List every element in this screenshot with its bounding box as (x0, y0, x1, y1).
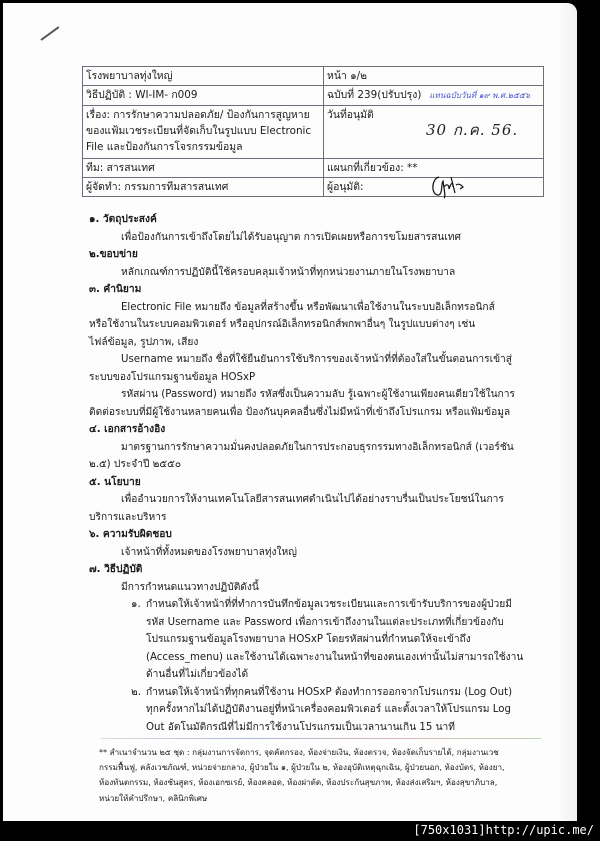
edition-number: ฉบับที่ 239(ปรับปรุง) (327, 89, 422, 101)
section-text: หลักเกณฑ์การปฏิบัตินี้ใช้ครอบคลุมเจ้าหน้าที่ทุกหน่วยงานภายในโรงพยาบาล (121, 266, 456, 278)
page-number: หน้า ๑/๒ (324, 67, 544, 86)
related-department: แผนกที่เกี่ยวข้อง: ** (324, 159, 544, 178)
item-line: (Access_menu) และใช้งานได้เฉพาะงานในหน้าที่ของตนเองเท่านั้นไม่สามารถใช้งาน (146, 651, 524, 663)
distribution-footnote (99, 745, 559, 806)
definition-text: ติดต่อระบบที่มีผู้ใช้งานหลายคนเพื่อ ป้องกันบุคคลอื่นซึ่งไม่มีหน้าที่เข้าถึงโปรแกรม หรือแฟ้มข้อมูล (89, 406, 511, 418)
definition-text: Electronic File หมายถึง ข้อมูลที่สร้างขึ้น หรือพัฒนาเพื่อใช้งานในระบบอิเล็กทรอนิกส์ (121, 301, 495, 313)
definition-text: รหัสผ่าน (Password) หมายถึง รหัสซึ่งเป็นความลับ รู้เฉพาะผู้ใช้งานเพียงคนเดียวใช้ในการ (121, 389, 515, 400)
item-line: โปรแกรมฐานข้อมูลโรงพยาบาล HOSxP โดยรหัสผ่านที่กำหนดให้จะเข้าถึง (146, 634, 471, 645)
subject-line: ของแฟ้มเวชระเบียนที่จัดเก็บในรูปแบบ Electronic (86, 125, 312, 137)
item-line: ทุกครั้งหากไม่ได้ปฏิบัติงานอยู่ที่หน้าเครื่องคอมพิวเตอร์ และตั้งเวลาให้โปรแกรม Log (146, 704, 511, 715)
procedure-code: วิธีปฏิบัติ : WI-IM- ก009 (83, 86, 324, 106)
section-text: เจ้าหน้าที่ทั้งหมดของโรงพยาบาลทุ่งใหญ่ (121, 546, 297, 558)
footnote-divider (101, 738, 541, 739)
item-number: ๒. (131, 686, 141, 698)
footnote-line: ห้องทันตกรรม, ห้องชันสูตร, ห้องเอกซเรย์, ห้องคลอด, ห้องผ่าตัด, ห้องประกันสุขภาพ, ห้องส่งเสริมฯ, ห้องสุขาภิบาล, (99, 777, 498, 788)
section-heading: ๖. ความรับผิดชอบ (89, 529, 172, 540)
footnote-line: ** สำเนาจำนวน ๒๕ ชุด : กลุ่มงานการจัดการ, จุดคัดกรอง, ห้องจ่ายเงิน, ห้องตรวจ, ห้องจัดเก็บรายได้, กลุ่มงานเวช (99, 747, 499, 757)
section-text: มาตรฐานการรักษาความมั่นคงปลอดภัยในการประกอบธุรกรรมทางอิเล็กทรอนิกส์ (เวอร์ชัน (121, 441, 514, 453)
section-heading: ๒.ขอบข่าย (89, 249, 138, 260)
signature-icon (429, 173, 467, 199)
section-heading: ๗. วิธีปฏิบัติ (89, 564, 143, 575)
item-line: กำหนดให้เจ้าหน้าที่ทุกคนที่ใช้งาน HOSxP ต้องทำการออกจากโปรแกรม (Log Out) (146, 686, 513, 698)
section-heading: ๑. วัตถุประสงค์ (89, 214, 157, 225)
approval-date-label: วันที่อนุมัติ (324, 106, 544, 159)
procedure-item (89, 684, 549, 737)
footnote-line: หน่วยให้คำปรึกษา, คลินิกพิเศษ (99, 792, 208, 803)
pen-stroke-mark (40, 26, 59, 41)
section-text: มีการกำหนดแนวทางปฏิบัติดังนี้ (121, 581, 259, 593)
item-line: กำหนดให้เจ้าหน้าที่ที่ทำการบันทึกข้อมูลเวชระเบียนและการเข้ารับบริการของผู้ป่วยมี (146, 599, 512, 610)
definition-text: Username หมายถึง ชื่อที่ใช้ยืนยันการใช้บริการของเจ้าหน้าที่ที่ต้องใส่ในขั้นตอนการเข้าสู่ (121, 354, 512, 365)
page-edge-shadow (557, 3, 577, 821)
handwritten-approval-date: 30 ก.ค. 56. (426, 121, 519, 139)
approver: ผู้อนุมัติ: (324, 178, 544, 197)
section-text: เพื่อป้องกันการเข้าถึงโดยไม่ได้รับอนุญาต การเปิดเผยหรือการขโมยสารสนเทศ (121, 231, 461, 243)
definition-text: ไฟล์ข้อมูล, รูปภาพ, เสียง (89, 336, 199, 348)
hospital-name: โรงพยาบาลทุ่งใหญ่ (83, 67, 324, 86)
edition-cell (324, 86, 544, 106)
subject-line: เรื่อง: การรักษาความปลอดภัย/ ป้องกันการสูญหาย (86, 109, 310, 121)
section-text: เพื่ออำนวยการให้งานเทคโนโลยีสารสนเทศดำเนินไปได้อย่างราบรื่นเป็นประโยชน์ในการ (121, 494, 504, 505)
section-heading: ๓. คำนิยาม (89, 284, 142, 295)
footnote-line: กรรมฟื้นฟู, คลังเวชภัณฑ์, หน่วยจ่ายกลาง, ผู้ป่วยใน ๑, ผู้ป่วยใน ๒, ห้องอุบัติเหตุฉุกเฉิน, ผู้ป่วยนอก, ห้องบัตร, ห้องยา, (99, 762, 505, 773)
definition-text: ระบบของโปรแกรมฐานข้อมูล HOSxP (89, 371, 256, 383)
handwritten-replacement-note: แทนฉบับวันที่ ๑๙ พ.ศ.๒๕๕๖ (429, 91, 531, 100)
procedure-item (89, 596, 549, 684)
item-number: ๑. (131, 599, 141, 610)
item-line: ด้านอื่นที่ไม่เกี่ยวข้องได้ (146, 669, 249, 680)
section-text: บริการและบริหาร (89, 511, 167, 523)
section-heading: ๕. นโยบาย (89, 476, 141, 488)
item-line: Out อัตโนมัติกรณีที่ไม่มีการใช้งานโปรแกรมเป็นเวลานานเกิน 15 นาที (146, 721, 455, 733)
image-host-watermark: [750x1031]http://upic.me/ (413, 823, 594, 837)
subject-line: File และป้องกันการโจรกรรมข้อมูล (86, 141, 243, 153)
subject-cell (83, 106, 324, 159)
item-line: รหัส Username และ Password เพื่อการเข้าถึงงานในแต่ละประเภทที่เกี่ยวข้องกับ (146, 616, 504, 628)
document-page (3, 3, 577, 821)
section-text: ๒.๕) ประจำปี ๒๕๕๐ (89, 459, 182, 470)
section-heading: ๔. เอกสารอ้างอิง (89, 424, 166, 435)
document-body (89, 211, 549, 736)
author: ผู้จัดทำ: กรรมการทีมสารสนเทศ (83, 178, 324, 197)
team: ทีม: สารสนเทศ (83, 159, 324, 178)
definition-text: หรือใช้งานในระบบคอมพิวเตอร์ หรืออุปกรณ์อิเล็กทรอนิกส์พกพาอื่นๆ ในรูปแบบต่างๆ เช่น (89, 319, 476, 330)
